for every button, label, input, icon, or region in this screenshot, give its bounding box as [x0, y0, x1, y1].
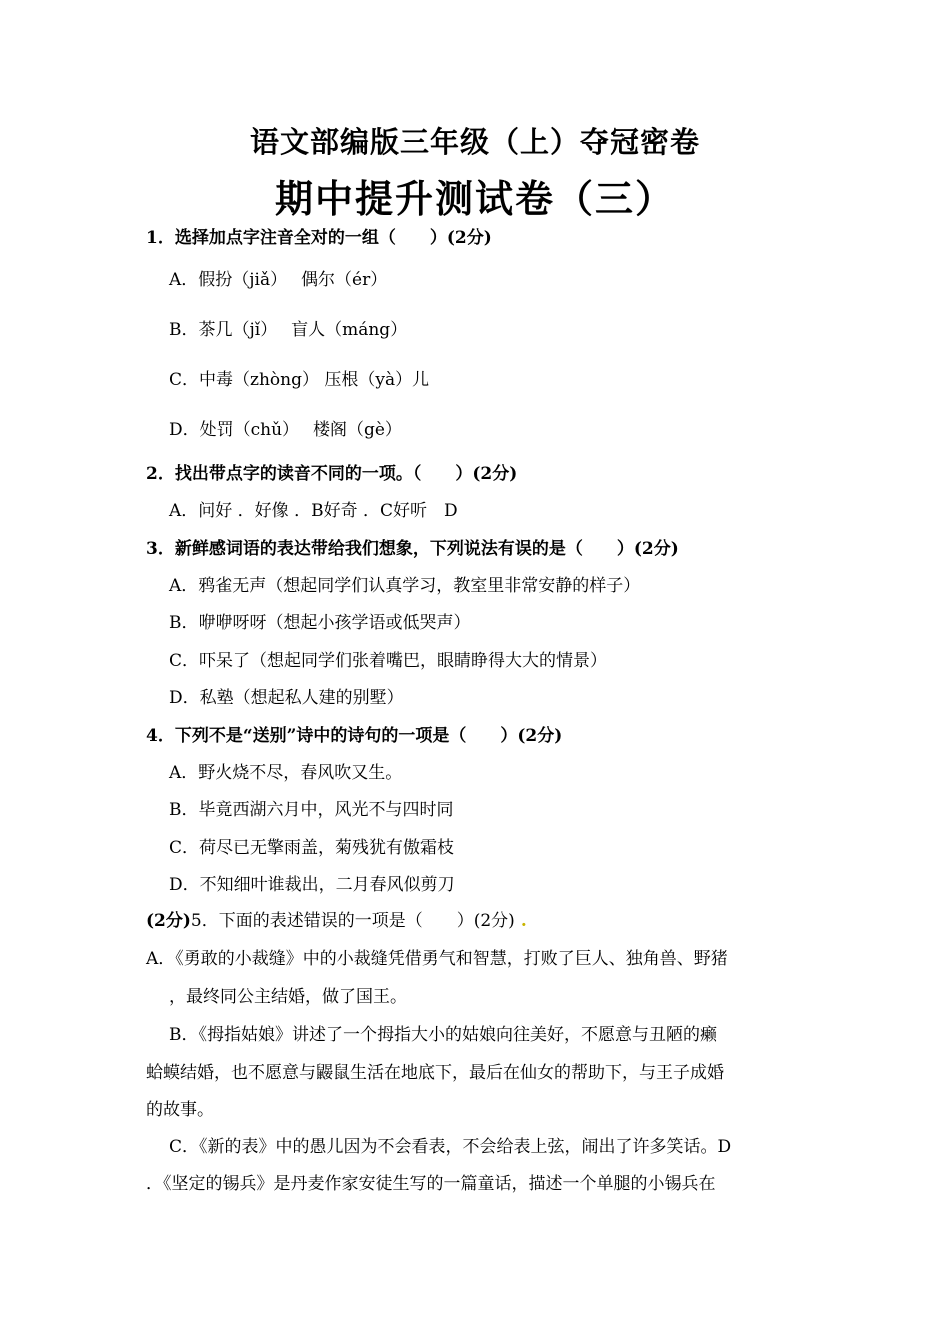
question-1-option-b: B．茶几（jǐ） 盲人（máng）	[169, 320, 408, 340]
question-5-option-d-line: ．《坚定的锡兵》是丹麦作家安徒生写的一篇童话，描述一个单腿的小锡兵在	[146, 1174, 716, 1194]
question-5-option-b-line-2: 蛤蟆结婚，也不愿意与鼹鼠生活在地底下，最后在仙女的帮助下，与王子成婚	[146, 1063, 724, 1083]
question-4-option-b: B．毕竟西湖六月中，风光不与四时同	[169, 800, 454, 820]
question-4-option-d: D．不知细叶谁裁出，二月春风似剪刀	[169, 875, 455, 895]
question-3-option-d: D．私塾（想起私人建的别墅）	[169, 688, 404, 708]
question-3-option-c: C．吓呆了（想起同学们张着嘴巴，眼睛睁得大大的情景）	[169, 651, 608, 671]
question-4-option-c: C．荷尽已无擎雨盖，菊残犹有傲霜枝	[169, 838, 455, 858]
question-3-option-a: A．鸦雀无声（想起同学们认真学习，教室里非常安静的样子）	[169, 576, 641, 596]
question-1-option-a: A．假扮（jiǎ） 偶尔（ér）	[169, 270, 388, 290]
question-5-option-a-line-2: ，最终同公主结婚，做了国王。	[169, 987, 407, 1007]
question-5-prefix: (2分)	[146, 911, 191, 931]
question-4-stem: 4．下列不是“送别”诗中的诗句的一项是（ ）(2分)	[146, 726, 563, 746]
exam-subtitle: 期中提升测试卷（三）	[274, 176, 675, 221]
question-1-option-d: D．处罚（chǔ） 楼阁（gè）	[169, 420, 402, 440]
question-5-stem: 5．下面的表述错误的一项是（ ）(2分)	[190, 911, 515, 931]
question-1-stem: 1．选择加点字注音全对的一组（ ）(2分)	[146, 228, 492, 248]
question-5-option-a-line-1: A．《勇敢的小裁缝》中的小裁缝凭借勇气和智慧，打败了巨人、独角兽、野猪	[146, 949, 728, 969]
exam-title: 语文部编版三年级（上）夺冠密卷	[249, 125, 700, 159]
question-5-option-c-line: C．《新的表》中的愚儿因为不会看表，不会给表上弦，闹出了许多笑话。D	[169, 1137, 732, 1157]
question-3-option-b: B．咿咿呀呀（想起小孩学语或低哭声）	[169, 613, 471, 633]
question-5-option-b-line-1: B．《拇指姑娘》讲述了一个拇指大小的姑娘向往美好，不愿意与丑陋的癞	[169, 1025, 717, 1045]
question-5-option-b-line-3: 的故事。	[146, 1100, 214, 1120]
question-3-stem: 3．新鲜感词语的表达带给我们想象，下列说法有误的是（ ）(2分)	[146, 539, 679, 559]
question-5-stem-line	[146, 906, 527, 931]
question-4-option-a: A．野火烧不尽，春风吹又生。	[169, 763, 403, 783]
question-2-stem: 2．找出带点字的读音不同的一项。（ ）(2分)	[146, 464, 518, 484]
question-5-accent-dot: .	[520, 911, 527, 931]
question-1-option-c: C．中毒（zhòng） 压根（yà）儿	[169, 370, 430, 390]
question-2-options: A．问好 ．好像 ．B好奇 ．C好听 D	[169, 501, 458, 521]
